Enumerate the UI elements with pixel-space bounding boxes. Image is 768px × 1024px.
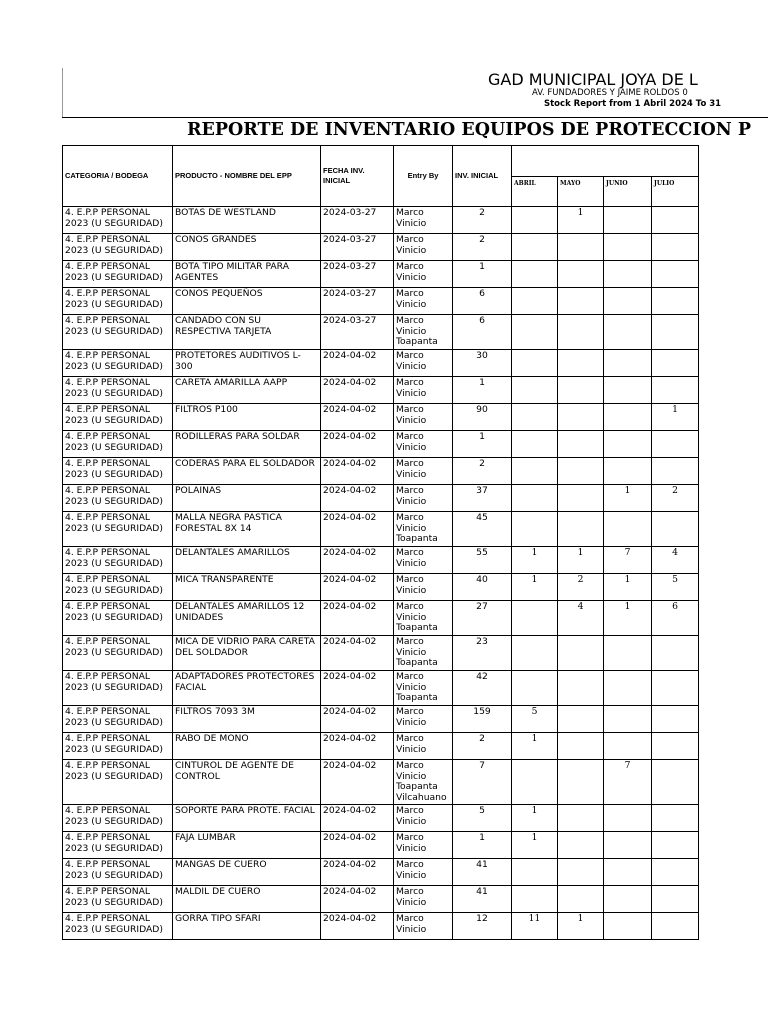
entry-by-cell: Marco Vinicio: [394, 404, 453, 431]
month-cell-mayo: [558, 431, 604, 458]
month-cell-julio: 4: [652, 547, 699, 574]
month-cell-junio: [604, 234, 652, 261]
month-cell-julio: [652, 512, 699, 547]
month-cell-junio: [604, 350, 652, 377]
product-cell: CODERAS PARA EL SOLDADOR: [173, 458, 321, 485]
date-cell: 2024-04-02: [321, 350, 394, 377]
month-cell-junio: [604, 859, 652, 886]
month-cell-julio: [652, 458, 699, 485]
month-cell-mayo: [558, 886, 604, 913]
product-cell: MICA DE VIDRIO PARA CARETA DEL SOLDADOR: [173, 636, 321, 671]
date-cell: 2024-04-02: [321, 706, 394, 733]
inventory-table: [62, 145, 699, 940]
header-date: FECHA INV. INICIAL: [321, 146, 394, 207]
month-cell-abril: [512, 207, 558, 234]
category-cell: 4. E.P.P PERSONAL 2023 (U SEGURIDAD): [63, 832, 173, 859]
category-cell: 4. E.P.P PERSONAL 2023 (U SEGURIDAD): [63, 601, 173, 636]
category-cell: 4. E.P.P PERSONAL 2023 (U SEGURIDAD): [63, 458, 173, 485]
category-cell: 4. E.P.P PERSONAL 2023 (U SEGURIDAD): [63, 859, 173, 886]
month-cell-julio: 5: [652, 574, 699, 601]
month-cell-julio: [652, 315, 699, 350]
month-cell-mayo: [558, 485, 604, 512]
month-cell-abril: [512, 261, 558, 288]
table-row: [63, 913, 699, 940]
inv-initial-cell: 7: [453, 760, 512, 805]
month-cell-julio: [652, 733, 699, 760]
header-months-group: [512, 146, 699, 177]
date-cell: 2024-04-02: [321, 805, 394, 832]
month-cell-abril: 1: [512, 832, 558, 859]
inv-initial-cell: 6: [453, 288, 512, 315]
month-cell-junio: [604, 404, 652, 431]
category-cell: 4. E.P.P PERSONAL 2023 (U SEGURIDAD): [63, 485, 173, 512]
product-cell: CONOS PEQUEÑOS: [173, 288, 321, 315]
month-cell-junio: [604, 288, 652, 315]
month-cell-junio: [604, 431, 652, 458]
month-cell-mayo: [558, 458, 604, 485]
month-cell-junio: 1: [604, 485, 652, 512]
month-cell-mayo: [558, 404, 604, 431]
entry-by-cell: Marco Vinicio: [394, 485, 453, 512]
table-row: [63, 706, 699, 733]
report-period: Stock Report from 1 Abril 2024 To 31: [544, 99, 722, 109]
table-row: [63, 832, 699, 859]
category-cell: 4. E.P.P PERSONAL 2023 (U SEGURIDAD): [63, 706, 173, 733]
entry-by-cell: Marco Vinicio Toapanta: [394, 512, 453, 547]
table-row: [63, 859, 699, 886]
inv-initial-cell: 37: [453, 485, 512, 512]
product-cell: FAJA LUMBAR: [173, 832, 321, 859]
inv-initial-cell: 2: [453, 234, 512, 261]
inv-initial-cell: 90: [453, 404, 512, 431]
table-row: [63, 404, 699, 431]
header-month-mayo: MAYO: [558, 177, 604, 207]
month-cell-julio: [652, 207, 699, 234]
inv-initial-cell: 12: [453, 913, 512, 940]
product-cell: SOPORTE PARA PROTE. FACIAL: [173, 805, 321, 832]
inv-initial-cell: 2: [453, 207, 512, 234]
month-cell-junio: [604, 458, 652, 485]
inv-initial-cell: 1: [453, 377, 512, 404]
date-cell: 2024-04-02: [321, 458, 394, 485]
month-cell-mayo: 4: [558, 601, 604, 636]
product-cell: FILTROS P100: [173, 404, 321, 431]
table-row: [63, 377, 699, 404]
inv-initial-cell: 40: [453, 574, 512, 601]
month-cell-abril: [512, 485, 558, 512]
table-row: [63, 805, 699, 832]
header-category: CATEGORIA / BODEGA: [63, 146, 173, 207]
category-cell: 4. E.P.P PERSONAL 2023 (U SEGURIDAD): [63, 886, 173, 913]
category-cell: 4. E.P.P PERSONAL 2023 (U SEGURIDAD): [63, 404, 173, 431]
entry-by-cell: Marco Vinicio: [394, 207, 453, 234]
date-cell: 2024-04-02: [321, 485, 394, 512]
entry-by-cell: Marco Vinicio: [394, 805, 453, 832]
month-cell-mayo: [558, 832, 604, 859]
inv-initial-cell: 159: [453, 706, 512, 733]
month-cell-abril: 5: [512, 706, 558, 733]
category-cell: 4. E.P.P PERSONAL 2023 (U SEGURIDAD): [63, 574, 173, 601]
product-cell: GORRA TIPO SFARI: [173, 913, 321, 940]
table-row: [63, 574, 699, 601]
date-cell: 2024-04-02: [321, 404, 394, 431]
month-cell-mayo: 1: [558, 207, 604, 234]
entry-by-cell: Marco Vinicio: [394, 733, 453, 760]
inv-initial-cell: 5: [453, 805, 512, 832]
category-cell: 4. E.P.P PERSONAL 2023 (U SEGURIDAD): [63, 350, 173, 377]
product-cell: RODILLERAS PARA SOLDAR: [173, 431, 321, 458]
month-cell-julio: [652, 706, 699, 733]
date-cell: 2024-04-02: [321, 832, 394, 859]
month-cell-junio: 7: [604, 760, 652, 805]
inv-initial-cell: 45: [453, 512, 512, 547]
date-cell: 2024-04-02: [321, 859, 394, 886]
month-cell-abril: 11: [512, 913, 558, 940]
table-row: [63, 350, 699, 377]
entry-by-cell: Marco Vinicio Toapanta: [394, 636, 453, 671]
category-cell: 4. E.P.P PERSONAL 2023 (U SEGURIDAD): [63, 261, 173, 288]
product-cell: CONOS GRANDES: [173, 234, 321, 261]
month-cell-junio: [604, 733, 652, 760]
product-cell: PROTETORES AUDITIVOS L- 300: [173, 350, 321, 377]
month-cell-julio: [652, 913, 699, 940]
entry-by-cell: Marco Vinicio: [394, 261, 453, 288]
date-cell: 2024-04-02: [321, 636, 394, 671]
month-cell-abril: [512, 431, 558, 458]
date-cell: 2024-03-27: [321, 234, 394, 261]
inv-initial-cell: 2: [453, 733, 512, 760]
table-row: [63, 886, 699, 913]
month-cell-junio: [604, 261, 652, 288]
month-cell-mayo: [558, 288, 604, 315]
month-cell-julio: [652, 431, 699, 458]
date-cell: 2024-03-27: [321, 315, 394, 350]
month-cell-abril: [512, 512, 558, 547]
month-cell-mayo: [558, 671, 604, 706]
month-cell-junio: 1: [604, 574, 652, 601]
header-divider: [62, 68, 63, 118]
entry-by-cell: Marco Vinicio: [394, 913, 453, 940]
category-cell: 4. E.P.P PERSONAL 2023 (U SEGURIDAD): [63, 671, 173, 706]
entry-by-cell: Marco Vinicio: [394, 350, 453, 377]
month-cell-julio: [652, 350, 699, 377]
product-cell: DELANTALES AMARILLOS: [173, 547, 321, 574]
entry-by-cell: Marco Vinicio: [394, 574, 453, 601]
month-cell-junio: [604, 671, 652, 706]
month-cell-mayo: 2: [558, 574, 604, 601]
product-cell: RABO DE MONO: [173, 733, 321, 760]
product-cell: CINTUROL DE AGENTE DE CONTROL: [173, 760, 321, 805]
month-cell-abril: [512, 886, 558, 913]
month-cell-junio: 1: [604, 601, 652, 636]
category-cell: 4. E.P.P PERSONAL 2023 (U SEGURIDAD): [63, 733, 173, 760]
month-cell-junio: [604, 315, 652, 350]
month-cell-mayo: [558, 805, 604, 832]
category-cell: 4. E.P.P PERSONAL 2023 (U SEGURIDAD): [63, 288, 173, 315]
inv-initial-cell: 2: [453, 458, 512, 485]
month-cell-junio: [604, 913, 652, 940]
table-row: [63, 315, 699, 350]
date-cell: 2024-04-02: [321, 886, 394, 913]
product-cell: MICA TRANSPARENTE: [173, 574, 321, 601]
month-cell-junio: [604, 805, 652, 832]
category-cell: 4. E.P.P PERSONAL 2023 (U SEGURIDAD): [63, 547, 173, 574]
month-cell-mayo: [558, 377, 604, 404]
category-cell: 4. E.P.P PERSONAL 2023 (U SEGURIDAD): [63, 207, 173, 234]
month-cell-julio: [652, 671, 699, 706]
month-cell-mayo: [558, 261, 604, 288]
inv-initial-cell: 1: [453, 431, 512, 458]
table-row: [63, 288, 699, 315]
date-cell: 2024-03-27: [321, 207, 394, 234]
category-cell: 4. E.P.P PERSONAL 2023 (U SEGURIDAD): [63, 431, 173, 458]
inv-initial-cell: 1: [453, 261, 512, 288]
product-cell: CARETA AMARILLA AAPP: [173, 377, 321, 404]
month-cell-julio: 6: [652, 601, 699, 636]
category-cell: 4. E.P.P PERSONAL 2023 (U SEGURIDAD): [63, 805, 173, 832]
table-row: [63, 733, 699, 760]
header-product: PRODUCTO - NOMBRE DEL EPP: [173, 146, 321, 207]
header-rule: [62, 117, 768, 118]
month-cell-mayo: 1: [558, 913, 604, 940]
month-cell-julio: [652, 859, 699, 886]
month-cell-mayo: [558, 636, 604, 671]
entry-by-cell: Marco Vinicio Toapanta: [394, 671, 453, 706]
entry-by-cell: Marco Vinicio: [394, 431, 453, 458]
month-cell-abril: [512, 859, 558, 886]
entry-by-cell: Marco Vinicio Toapanta: [394, 601, 453, 636]
entry-by-cell: Marco Vinicio: [394, 377, 453, 404]
table-row: [63, 207, 699, 234]
product-cell: FILTROS 7093 3M: [173, 706, 321, 733]
header-entry-by: Entry By: [394, 146, 453, 207]
inv-initial-cell: 41: [453, 886, 512, 913]
month-cell-mayo: [558, 315, 604, 350]
inv-initial-cell: 55: [453, 547, 512, 574]
month-cell-junio: [604, 377, 652, 404]
month-cell-julio: [652, 288, 699, 315]
organization-name: GAD MUNICIPAL JOYA DE L: [488, 70, 698, 89]
table-row: [63, 261, 699, 288]
month-cell-abril: [512, 458, 558, 485]
month-cell-abril: [512, 234, 558, 261]
table-row: [63, 485, 699, 512]
month-cell-junio: [604, 636, 652, 671]
header-month-julio: JULIO: [652, 177, 699, 207]
report-title: REPORTE DE INVENTARIO EQUIPOS DE PROTECCION P: [187, 120, 751, 140]
category-cell: 4. E.P.P PERSONAL 2023 (U SEGURIDAD): [63, 377, 173, 404]
date-cell: 2024-04-02: [321, 512, 394, 547]
table-row: [63, 671, 699, 706]
date-cell: 2024-04-02: [321, 574, 394, 601]
month-cell-mayo: [558, 234, 604, 261]
entry-by-cell: Marco Vinicio: [394, 886, 453, 913]
month-cell-mayo: [558, 350, 604, 377]
month-cell-junio: [604, 207, 652, 234]
month-cell-junio: [604, 512, 652, 547]
date-cell: 2024-03-27: [321, 261, 394, 288]
entry-by-cell: Marco Vinicio Toapanta: [394, 315, 453, 350]
month-cell-junio: [604, 706, 652, 733]
date-cell: 2024-04-02: [321, 913, 394, 940]
month-cell-julio: [652, 234, 699, 261]
category-cell: 4. E.P.P PERSONAL 2023 (U SEGURIDAD): [63, 636, 173, 671]
month-cell-mayo: [558, 859, 604, 886]
product-cell: ADAPTADORES PROTECTORES FACIAL: [173, 671, 321, 706]
month-cell-julio: [652, 636, 699, 671]
month-cell-mayo: [558, 512, 604, 547]
table-row: [63, 234, 699, 261]
month-cell-mayo: [558, 733, 604, 760]
month-cell-julio: [652, 805, 699, 832]
entry-by-cell: Marco Vinicio: [394, 859, 453, 886]
month-cell-abril: [512, 636, 558, 671]
month-cell-junio: 7: [604, 547, 652, 574]
inv-initial-cell: 42: [453, 671, 512, 706]
product-cell: MALDIL DE CUERO: [173, 886, 321, 913]
header-month-junio: JUNIO: [604, 177, 652, 207]
table-row: [63, 601, 699, 636]
entry-by-cell: Marco Vinicio: [394, 458, 453, 485]
month-cell-abril: 1: [512, 733, 558, 760]
date-cell: 2024-04-02: [321, 760, 394, 805]
month-cell-mayo: 1: [558, 547, 604, 574]
month-cell-mayo: [558, 760, 604, 805]
header-inv-initial: INV. INICIAL: [453, 146, 512, 207]
month-cell-julio: [652, 832, 699, 859]
month-cell-julio: [652, 760, 699, 805]
date-cell: 2024-04-02: [321, 601, 394, 636]
table-row: [63, 458, 699, 485]
date-cell: 2024-04-02: [321, 431, 394, 458]
date-cell: 2024-04-02: [321, 547, 394, 574]
month-cell-abril: [512, 288, 558, 315]
inv-initial-cell: 30: [453, 350, 512, 377]
product-cell: MALLA NEGRA PASTICA FORESTAL 8X 14: [173, 512, 321, 547]
month-cell-abril: 1: [512, 805, 558, 832]
month-cell-abril: [512, 760, 558, 805]
month-cell-junio: [604, 886, 652, 913]
category-cell: 4. E.P.P PERSONAL 2023 (U SEGURIDAD): [63, 760, 173, 805]
category-cell: 4. E.P.P PERSONAL 2023 (U SEGURIDAD): [63, 315, 173, 350]
month-cell-julio: [652, 886, 699, 913]
entry-by-cell: Marco Vinicio Toapanta Vilcahuano: [394, 760, 453, 805]
month-cell-abril: [512, 671, 558, 706]
month-cell-abril: 1: [512, 574, 558, 601]
inv-initial-cell: 6: [453, 315, 512, 350]
category-cell: 4. E.P.P PERSONAL 2023 (U SEGURIDAD): [63, 512, 173, 547]
product-cell: POLAINAS: [173, 485, 321, 512]
table-row: [63, 431, 699, 458]
month-cell-julio: [652, 377, 699, 404]
product-cell: BOTA TIPO MILITAR PARA AGENTES: [173, 261, 321, 288]
category-cell: 4. E.P.P PERSONAL 2023 (U SEGURIDAD): [63, 234, 173, 261]
entry-by-cell: Marco Vinicio: [394, 547, 453, 574]
date-cell: 2024-04-02: [321, 377, 394, 404]
table-row: [63, 547, 699, 574]
table-row: [63, 512, 699, 547]
inv-initial-cell: 27: [453, 601, 512, 636]
month-cell-abril: [512, 315, 558, 350]
inv-initial-cell: 23: [453, 636, 512, 671]
table-row: [63, 760, 699, 805]
month-cell-julio: [652, 261, 699, 288]
month-cell-abril: 1: [512, 547, 558, 574]
month-cell-junio: [604, 832, 652, 859]
report-header: [0, 0, 768, 150]
table-row: [63, 636, 699, 671]
month-cell-abril: [512, 601, 558, 636]
header-month-abril: ABRIL: [512, 177, 558, 207]
entry-by-cell: Marco Vinicio: [394, 706, 453, 733]
month-cell-abril: [512, 377, 558, 404]
category-cell: 4. E.P.P PERSONAL 2023 (U SEGURIDAD): [63, 913, 173, 940]
month-cell-abril: [512, 350, 558, 377]
date-cell: 2024-03-27: [321, 288, 394, 315]
organization-address: AV. FUNDADORES Y JAIME ROLDOS 0: [532, 88, 688, 98]
product-cell: CANDADO CON SU RESPECTIVA TARJETA: [173, 315, 321, 350]
product-cell: BOTAS DE WESTLAND: [173, 207, 321, 234]
month-cell-abril: [512, 404, 558, 431]
date-cell: 2024-04-02: [321, 671, 394, 706]
entry-by-cell: Marco Vinicio: [394, 234, 453, 261]
month-cell-mayo: [558, 706, 604, 733]
entry-by-cell: Marco Vinicio: [394, 832, 453, 859]
month-cell-julio: 1: [652, 404, 699, 431]
product-cell: MANGAS DE CUERO: [173, 859, 321, 886]
product-cell: DELANTALES AMARILLOS 12 UNIDADES: [173, 601, 321, 636]
inv-initial-cell: 41: [453, 859, 512, 886]
entry-by-cell: Marco Vinicio: [394, 288, 453, 315]
date-cell: 2024-04-02: [321, 733, 394, 760]
month-cell-julio: 2: [652, 485, 699, 512]
inv-initial-cell: 1: [453, 832, 512, 859]
